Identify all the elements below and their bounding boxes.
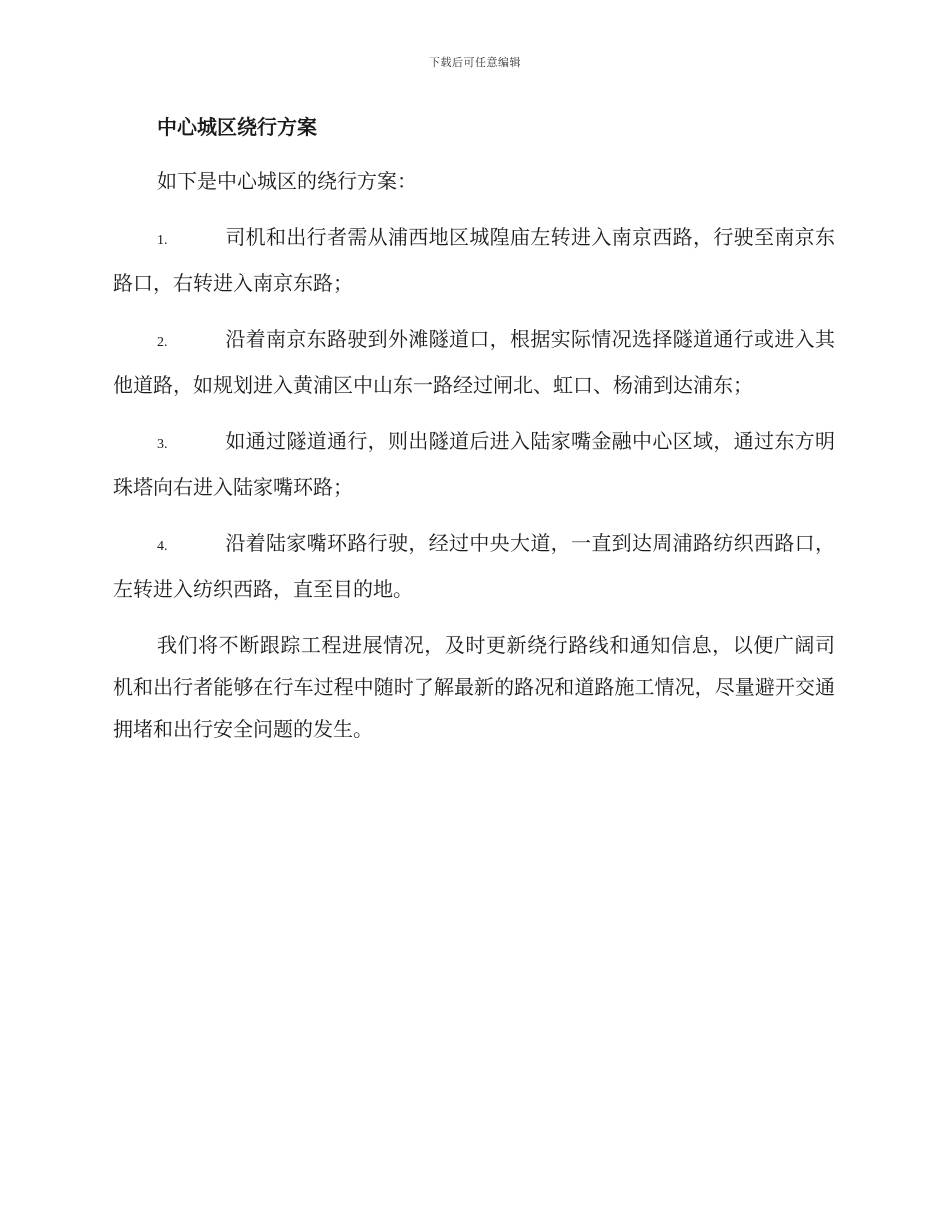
document-body xyxy=(113,110,835,764)
header-note: 下载后可任意编辑 xyxy=(429,56,521,69)
intro-paragraph: 如下是中心城区的绕行方案： xyxy=(157,169,417,193)
list-item-number: 4. xyxy=(157,539,168,554)
list-item-text: 如通过隧道通行，则出隧道后进入陆家嘴金融中心区域，通过东方明珠塔向右进入陆家嘴环路； xyxy=(113,429,835,499)
list-item-number: 2. xyxy=(157,335,168,350)
list-item xyxy=(113,216,835,304)
closing-paragraph: 我们将不断跟踪工程进展情况，及时更新绕行路线和通知信息，以便广阔司机和出行者能够在行车过程中随时了解最新的路况和道路施工情况，尽量避开交通拥堵和出行安全问题的发生。 xyxy=(113,633,835,741)
list-item-number: 3. xyxy=(157,437,168,452)
list-item-text: 沿着南京东路驶到外滩隧道口，根据实际情况选择隧道通行或进入其他道路，如规划进入黄浦区中山东一路经过闸北、虹口、杨浦到达浦东； xyxy=(113,327,835,397)
document-title: 中心城区绕行方案 xyxy=(157,115,317,139)
list-item xyxy=(113,420,835,508)
list-item xyxy=(113,522,835,610)
list-item-text: 司机和出行者需从浦西地区城隍庙左转进入南京西路，行驶至南京东路口，右转进入南京东路； xyxy=(113,225,835,295)
list-item-number: 1. xyxy=(157,233,168,248)
list-item xyxy=(113,318,835,406)
list-item-text: 沿着陆家嘴环路行驶，经过中央大道，一直到达周浦路纺织西路口，左转进入纺织西路，直至目的地。 xyxy=(113,531,835,601)
